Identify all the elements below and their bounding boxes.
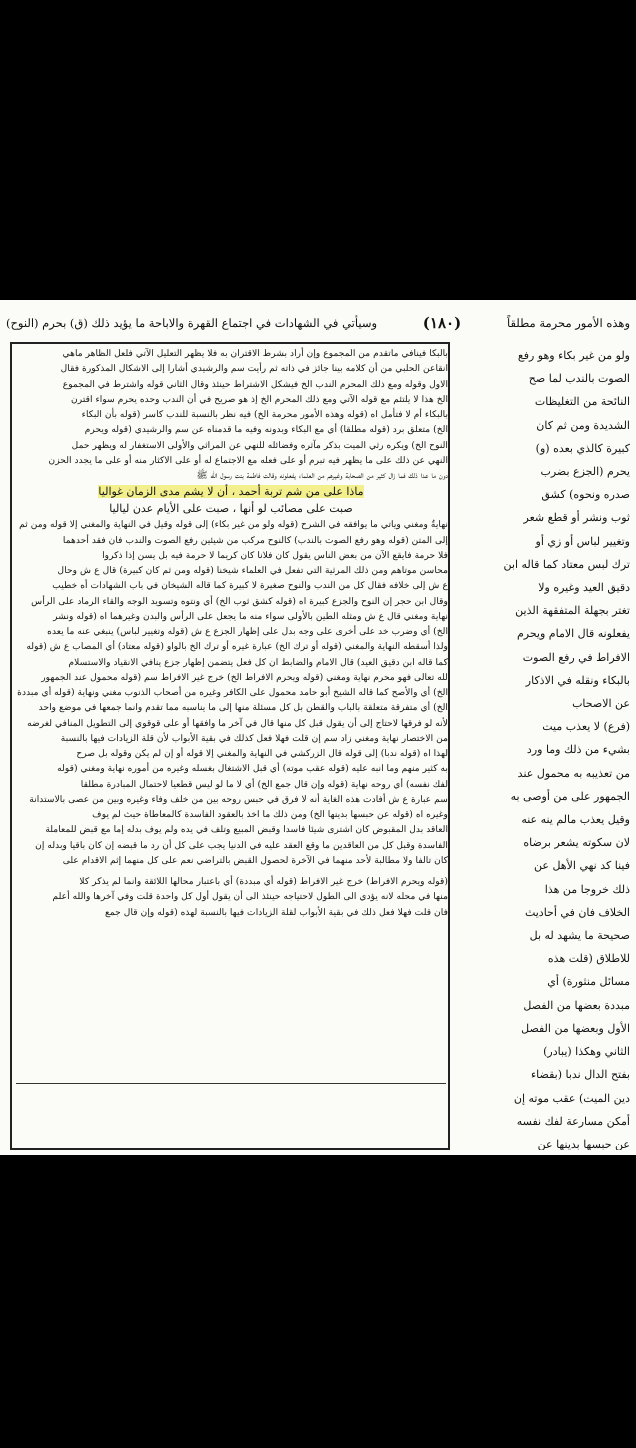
margin-line: بالبكاء ونقله في الاذكار bbox=[525, 673, 630, 687]
margin-line: عن حبسها بدينها عن bbox=[537, 1137, 630, 1150]
margin-line: للاطلاق (قلت هذه bbox=[547, 952, 630, 966]
text-line: ع ش إلى خلافه فقال كل من الندب والنوح صغيرة لا كبيرة كما قاله الشيخان في باب الشهادات أه خطيب bbox=[52, 580, 448, 592]
text-line: وقال ابن حجر إن النوح والجزع كبيرة اه (قوله كشق ثوب الخ) أي ونتوه وتسويد الوجه والقاء الرماد على الرأس bbox=[31, 595, 448, 607]
margin-line: مسائل منثورة) أي bbox=[547, 975, 630, 989]
page-number: (١٨٠) bbox=[422, 314, 462, 332]
text-line: نهاية ومغني قال ع ش ومثله الطين بالأولى سواء منه ما يجعل على الرأس والبدن وغيرهما اه (قوله ونشر bbox=[53, 610, 448, 622]
margin-line: الجمهور على من أوصى به bbox=[510, 789, 630, 803]
text-line: كما قاله ابن دقيق العيد) قال الامام والضابط ان كل فعل يتضمن إظهار جزع ينافي الانقياد والاستسلام bbox=[68, 656, 448, 668]
text-line: ولذا أسقطه النهاية والمغني (قوله أو ترك الخ) عبارة غيره أو ترك الخ بالواو (قوله معتاد) أي المصاب ع ش (قوله bbox=[26, 641, 448, 653]
margin-line: أمكن مسارعة لفك نفسه bbox=[516, 1114, 630, 1128]
poem-line-2: صبت على مصائب لو أنها ، صبت على الأيام عدن لياليا bbox=[109, 502, 353, 516]
commentary-block-a bbox=[14, 346, 448, 483]
margin-line: من تعذيبه به محمول عند bbox=[517, 766, 630, 780]
margin-line: ولو من غير بكاء وهو رفع bbox=[517, 349, 630, 362]
text-line: (قوله ويحرم الافراط) خرج غير الافراط (قوله أي مبددة) أي باعتبار محالها اللائقة وانما لم يذكر كلا bbox=[79, 876, 448, 887]
margin-line: ذلك خروجا من هذا bbox=[544, 882, 630, 896]
margin-line: (فرع) لا يعذب ميت bbox=[542, 720, 630, 734]
text-line: انقاعن الحلبي من أن كلامه بينا جائز في ذاته ثم رأيت سم والرشيدي أشارا إلى الاشكال المذكورة فقال bbox=[60, 363, 448, 375]
margin-line: دين الميت) عقب موته إن bbox=[513, 1091, 630, 1105]
margin-line: النائحة من التغليظات bbox=[534, 395, 630, 409]
text-line: لفك نفسه) أي روحه نهاية (قوله وإن قال جمع الخ) أي لا ما لو ليس قطعيا لاحتمال المبادرة مطلقا bbox=[80, 778, 448, 790]
text-line: نهايةٌ ومغني وياتي ما يوافقه في الشرح (قوله ولو من غير بكاء) إلى قوله وقيل في النهاية والمغني إلا قوله ومن ثم bbox=[19, 519, 448, 531]
footnote-divider bbox=[16, 1083, 446, 1084]
poem-line-1 bbox=[14, 483, 448, 500]
highlighted-verse: ماذا على من شم تربة أحمد ، أن لا يشم مدى الزمان غواليا bbox=[98, 485, 364, 499]
margin-line: الافراط في رفع الصوت bbox=[522, 650, 630, 664]
margin-line: يحرم (الجزع بضرب bbox=[540, 465, 630, 479]
text-line: لأنه لو فرقها لاحتاج إلى أن يقول قبل كل منها قال في آخر ما وافقها أو على قوقوي إلى التطويل المنافي لغرضه bbox=[27, 717, 448, 729]
text-line: فلا حرمة فايقع الآن من بعض الناس يقول كان فلانا كان كريما لا حرمة فيه بل يسن إذا ذكروا bbox=[102, 549, 448, 561]
margin-line: الثاني وهكذا (يبادر) bbox=[543, 1045, 630, 1059]
page-header bbox=[6, 308, 630, 338]
text-line: الخ) أي وضرب خد على أخرى على وجه بدل على إظهار الجزع ع ش (قوله وتغيير لباس) ينبغي عنه ما يعده bbox=[47, 626, 448, 637]
margin-line: كبيرة كالذي بعده (و) bbox=[535, 441, 630, 455]
margin-line: مبددة بعضها من الفصل bbox=[523, 998, 630, 1012]
margin-line: تغتر بجهلة المتفقهة الذين bbox=[515, 604, 630, 618]
header-left-text: وسيأتي في الشهادات في اجتماع القهرة والاباحة ما يؤيد ذلك (ق) بحرم (النوح) bbox=[6, 316, 378, 330]
text-line: محاسن موتاهم ومن ذلك المرثية التي تفعل في العلماء شيخنا (قوله ومن ثم كان كبيرة) قال ع ش وحال bbox=[57, 565, 448, 576]
text-line: لهذا اه (قوله ندبا) إلى قوله قال الزركشي في النهاية والمغني إلا قوله أو إن لم يكن وقوله بل صرح bbox=[76, 748, 448, 759]
margin-line: عن الاصحاب bbox=[572, 697, 630, 711]
text-line: إلى المتن (قوله وهو رفع الصوت بالندب) كالنوح مركب من شيئين رفع الصوت والندب فان فقد أحدهما bbox=[62, 534, 448, 546]
text-line: العاقد بدل المقبوض كان اشترى شيئا فاسدا وقبض المبيع وتلف في يده ولم يوف بدله إما مع قبض للمعاملة bbox=[45, 824, 448, 836]
text-line: منها في محله لانه يؤدي الى الطول لاحتياجه حينئذ الى أن يقول أول كل واحدة قلت وفي آخرها والله أعلم bbox=[52, 891, 448, 903]
text-line: به كثير منهم وما انبه عليه (قوله عقب موته) أي قبل الاشتغال بغسله وغيره من أموره نهاية ومغني (قوله bbox=[57, 763, 448, 775]
margin-line: صدره ونحوه) كشق bbox=[541, 488, 630, 502]
text-line: كان تالفا ولا مطالبة لأحد منهما في الآخرة لحصول القبض بالتراضي نعم على كل منهما إثم الاقدام على bbox=[62, 854, 448, 866]
text-line: الخ هذا لا يلتئم مع قوله الآتي ومع ذلك المحرم الخ إذ هو صريح في أن الندب وحده يحرم سواء اقترن bbox=[71, 393, 448, 405]
margin-line: الأول وبعضها من الفصل bbox=[521, 1021, 630, 1035]
text-line: الخ) أي متفرقة متعلقة بالباب والقطن بل كل مسئلة منها إلى ما يناسبه مما تقدم وانما جمعها في موضع واحد bbox=[38, 702, 448, 714]
text-line: الخ) متعلق برد (قوله مطلقا) أي مع البكاء وبدونه وفيه ما قدمناه عن سم والرشيدي (قوله ويحرم bbox=[84, 424, 448, 436]
header-right-text: وهذه الأمور محرمة مطلقاً bbox=[506, 316, 630, 330]
margin-line: وقيل يعذب مالم ينه عنه bbox=[521, 813, 630, 827]
text-line: الاول وقوله ومع ذلك المحرم الندب الخ فيشكل الاشتراط حينئذ وقال الثاني قوله واشترط في المجموع bbox=[62, 378, 448, 390]
margin-text-column bbox=[458, 344, 630, 1150]
margin-line: يفعلونه قال الامام ويحرم bbox=[516, 627, 630, 641]
text-line: النهي عن ذلك على ما يظهر فيه تبرم أو على فعله مع الاجتماع له أو على الاكثار منه أو على ما يجدد الحزن bbox=[48, 454, 448, 466]
margin-line: ثوب ونشر أو قطع شعر bbox=[523, 511, 630, 525]
margin-line: فينا كد نهي الأهل عن bbox=[534, 859, 630, 873]
margin-line: بفتح الدال ندبا (بقضاء bbox=[531, 1068, 630, 1082]
poem-verses bbox=[14, 483, 448, 517]
margin-line: الصوت بالندب لما صح bbox=[528, 372, 630, 386]
margin-line: الخلاف فان في أحاديث bbox=[524, 905, 630, 919]
margin-line: وتغيير لباس أو زي أو bbox=[535, 534, 630, 548]
text-line: فان قلت فهلا فعل ذلك في بقية الأبواب لقلة الزيادات فيها بالنسبة لهذه (قوله وإن قال جمع bbox=[104, 906, 448, 918]
margin-line: دقيق العيد وغيره ولا bbox=[538, 581, 630, 595]
text-line: بالبكاء أم لا فتأمل اه (قوله وهذه الأمور محرمة الخ) فيه نظر بالنسبة للندب كاسر (قوله بأن البكاء bbox=[81, 409, 448, 420]
margin-line: لان سكوته يشعر برضاه bbox=[523, 836, 630, 850]
text-line: الخ) أي والأصح كما قاله الشيخ أبو حامد محمول على الكافر وغيره من أصحاب الذنوب مغني ونهاية (قوله أي مبددة bbox=[17, 687, 448, 698]
text-line: النوح الخ) ويكره رثي الميت بذكر مآثره وفضائله للنهي عن المراثي والأولى الاستغفار له ويظهر حمل bbox=[71, 439, 448, 451]
margin-line: صحيحة ما يشهد له بل bbox=[529, 929, 630, 943]
margin-line: بشيء من ذلك وما ورد bbox=[526, 743, 630, 757]
text-line: بالبكا فينافي ماتقدم من المجموع وإن أراد بشرط الاقتران به فلا يظهر التعليل الآتي فلعل الظاهر ماهي bbox=[62, 348, 448, 359]
commentary-block-c bbox=[14, 874, 448, 920]
text-line: سم عبارة ع ش أفادت هذه الغاية أنه لا فرق في حبس روحه بين من خلف وفاء وغيره وبين من عصى بالاستدانة bbox=[29, 793, 448, 805]
commentary-column bbox=[14, 346, 448, 1146]
margin-line: ترك لبس معتاد كما قاله ابن bbox=[503, 557, 630, 571]
text-line: من الاختصار نهاية ومغني زاد سم إن قلت فهلا فعل كذلك في بقية الأبواب لأن قلة الزيادات فيها بالنسبة bbox=[60, 732, 448, 744]
text-line: الفاسدة وقبل كل من العاقدين ما وقع العقد عليه في الدنيا يجب على كل أن رد ما قبضه إن كان باقيا وبدله إن bbox=[35, 839, 448, 851]
text-line: وغيره اه (قوله عن حبسها بدينها الخ) ومن ذلك ما اخذ بالعقود الفاسدة كالمعاطاة حيث لم يوف bbox=[92, 809, 448, 820]
text-line: دون ما عدا ذلك فما زال كثير من الصحابة وغيرهم من العلماء يفعلونه وقالت فاطمة بنت رسول الله ﷺ bbox=[196, 470, 448, 481]
document-page bbox=[0, 300, 636, 1155]
margin-line: الشديدة ومن ثم كان bbox=[536, 418, 630, 432]
commentary-block-b bbox=[14, 517, 448, 868]
text-line: لله تعالى فهو محرم نهاية ومغني (قوله ويحرم الافراط الخ) خرج غير الافراط سم (قوله محمول عند الجمهور bbox=[41, 671, 448, 683]
